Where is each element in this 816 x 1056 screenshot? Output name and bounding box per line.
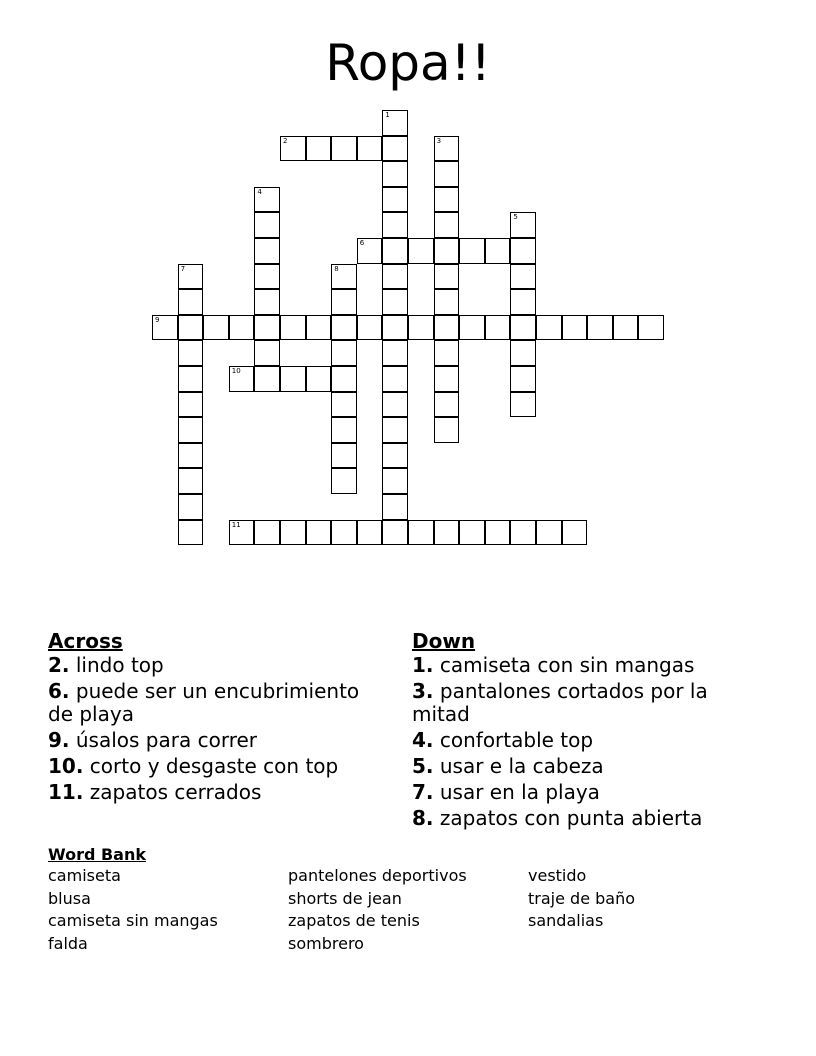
clue-number: 4.	[412, 728, 434, 752]
grid-cell[interactable]	[382, 110, 408, 136]
grid-cell[interactable]	[510, 212, 536, 238]
across-clue-9	[48, 729, 388, 752]
clue-number: 5.	[412, 754, 434, 778]
grid-cell[interactable]	[434, 392, 460, 418]
grid-cell[interactable]	[434, 264, 460, 290]
grid-cell[interactable]	[613, 315, 639, 341]
grid-cell[interactable]	[434, 366, 460, 392]
grid-cell[interactable]	[382, 161, 408, 187]
grid-cell[interactable]	[254, 289, 280, 315]
grid-cell[interactable]	[510, 520, 536, 546]
word-bank-item: sandalias	[528, 911, 604, 931]
grid-cell[interactable]	[331, 340, 357, 366]
clue-number: 8.	[412, 806, 434, 830]
grid-cell[interactable]	[562, 315, 588, 341]
clue-text: confortable top	[439, 728, 594, 752]
clue-text: usar e la cabeza	[439, 754, 604, 778]
word-bank-item: camiseta	[48, 866, 121, 885]
word-bank-item: traje de baño	[528, 888, 636, 908]
grid-cell[interactable]	[485, 315, 511, 341]
clue-text: zapatos cerrados	[89, 780, 262, 804]
grid-cell[interactable]	[203, 315, 229, 341]
clue-number: 2.	[48, 653, 70, 677]
grid-cell[interactable]	[536, 315, 562, 341]
grid-cell[interactable]	[382, 289, 408, 315]
grid-cell[interactable]	[280, 366, 306, 392]
grid-cell[interactable]	[331, 417, 357, 443]
across-clue-11	[48, 781, 388, 804]
grid-cell[interactable]	[382, 315, 408, 341]
clue-number: 6.	[48, 679, 70, 703]
cell-number: 10	[231, 367, 241, 375]
grid-cell[interactable]	[331, 443, 357, 469]
grid-cell[interactable]	[178, 494, 204, 520]
grid-cell[interactable]	[382, 264, 408, 290]
clue-number: 11.	[48, 780, 84, 804]
word-bank-item: falda	[48, 934, 88, 954]
grid-cell[interactable]	[254, 212, 280, 238]
grid-cell[interactable]	[178, 468, 204, 494]
grid-cell[interactable]	[485, 520, 511, 546]
down-clue-8	[412, 807, 752, 830]
grid-cell[interactable]	[408, 238, 434, 264]
grid-cell[interactable]	[382, 494, 408, 520]
grid-cell[interactable]	[254, 187, 280, 213]
grid-cell[interactable]	[434, 212, 460, 238]
grid-cell[interactable]	[229, 520, 255, 546]
grid-cell[interactable]	[331, 468, 357, 494]
grid-cell[interactable]	[459, 238, 485, 264]
clue-text: pantalones cortados por la mitad	[412, 679, 708, 726]
grid-cell[interactable]	[382, 340, 408, 366]
down-clues	[412, 628, 752, 833]
grid-cell[interactable]	[382, 238, 408, 264]
grid-cell[interactable]	[434, 238, 460, 264]
clue-text: úsalos para correr	[75, 728, 257, 752]
grid-cell[interactable]	[331, 136, 357, 162]
down-clue-5	[412, 755, 752, 778]
across-clues	[48, 628, 388, 807]
clue-text: camiseta con sin mangas	[439, 653, 695, 677]
grid-cell[interactable]	[178, 392, 204, 418]
grid-cell[interactable]	[587, 315, 613, 341]
clue-text: puede ser un encubrimiento de playa	[48, 679, 360, 726]
grid-cell[interactable]	[382, 443, 408, 469]
grid-cell[interactable]	[510, 366, 536, 392]
grid-cell[interactable]	[178, 289, 204, 315]
grid-cell[interactable]	[638, 315, 664, 341]
grid-cell[interactable]	[382, 136, 408, 162]
grid-cell[interactable]	[178, 315, 204, 341]
word-bank	[48, 845, 768, 956]
clue-number: 9.	[48, 728, 70, 752]
grid-cell[interactable]	[510, 340, 536, 366]
down-clue-4	[412, 729, 752, 752]
down-heading: Down	[412, 629, 476, 653]
grid-cell[interactable]	[510, 238, 536, 264]
clue-number: 1.	[412, 653, 434, 677]
grid-cell[interactable]	[254, 520, 280, 546]
across-clue-10	[48, 755, 388, 778]
grid-cell[interactable]	[306, 520, 332, 546]
grid-cell[interactable]	[562, 520, 588, 546]
grid-cell[interactable]	[331, 366, 357, 392]
grid-cell[interactable]	[510, 289, 536, 315]
grid-cell[interactable]	[254, 238, 280, 264]
grid-cell[interactable]	[510, 315, 536, 341]
cell-number: 11	[231, 520, 241, 529]
grid-cell[interactable]	[434, 315, 460, 341]
across-clue-2	[48, 654, 388, 677]
grid-cell[interactable]	[510, 264, 536, 290]
grid-cell[interactable]	[254, 366, 280, 392]
grid-cell[interactable]	[178, 366, 204, 392]
grid-cell[interactable]	[510, 392, 536, 418]
clue-number: 7.	[412, 780, 434, 804]
cell-number: 3	[436, 136, 442, 145]
grid-cell[interactable]	[306, 366, 332, 392]
cell-number: 2	[283, 136, 288, 145]
grid-cell[interactable]	[434, 187, 460, 213]
across-clue-6	[48, 680, 388, 726]
grid-cell[interactable]	[306, 315, 332, 341]
word-bank-title: Word Bank	[48, 845, 147, 864]
grid-cell[interactable]	[229, 315, 255, 341]
grid-cell[interactable]	[434, 340, 460, 366]
grid-cell[interactable]	[382, 187, 408, 213]
grid-cell[interactable]	[178, 443, 204, 469]
grid-cell[interactable]	[280, 136, 306, 162]
grid-cell[interactable]	[331, 392, 357, 418]
down-clue-7	[412, 781, 752, 804]
grid-cell[interactable]	[434, 520, 460, 546]
grid-cell[interactable]	[382, 417, 408, 443]
word-bank-item: zapatos de tenis	[288, 911, 420, 931]
clue-number: 10.	[48, 754, 84, 778]
grid-cell[interactable]	[382, 392, 408, 418]
grid-cell[interactable]	[434, 289, 460, 315]
down-clue-3	[412, 680, 752, 726]
grid-cell[interactable]	[357, 238, 383, 264]
grid-cell[interactable]	[408, 315, 434, 341]
grid-cell[interactable]	[434, 136, 460, 162]
cell-number: 5	[513, 213, 518, 222]
clue-number: 3.	[412, 679, 434, 703]
grid-cell[interactable]	[459, 315, 485, 341]
cell-number: 4	[257, 187, 262, 196]
page-title: Ropa!!	[325, 34, 491, 92]
cell-number: 9	[155, 315, 160, 324]
grid-cell[interactable]	[254, 340, 280, 366]
grid-cell[interactable]	[408, 520, 434, 546]
grid-cell[interactable]	[536, 520, 562, 546]
across-heading: Across	[48, 629, 123, 653]
grid-cell[interactable]	[485, 238, 511, 264]
grid-cell[interactable]	[382, 520, 408, 546]
clue-text: zapatos con punta abierta	[439, 806, 703, 830]
grid-cell[interactable]	[331, 264, 357, 290]
word-bank-item: pantelones deportivos	[288, 866, 467, 885]
grid-cell[interactable]	[382, 468, 408, 494]
grid-cell[interactable]	[254, 264, 280, 290]
grid-cell[interactable]	[382, 366, 408, 392]
clue-text: lindo top	[75, 653, 164, 677]
grid-cell[interactable]	[178, 264, 204, 290]
grid-cell[interactable]	[357, 520, 383, 546]
grid-cell[interactable]	[331, 315, 357, 341]
grid-cell[interactable]	[152, 315, 178, 341]
grid-cell[interactable]	[280, 520, 306, 546]
grid-cell[interactable]	[178, 417, 204, 443]
grid-cell[interactable]	[382, 212, 408, 238]
grid-cell[interactable]	[331, 289, 357, 315]
grid-cell[interactable]	[434, 161, 460, 187]
word-bank-item: sombrero	[288, 934, 364, 954]
clue-text: usar en la playa	[439, 780, 600, 804]
cell-number: 6	[359, 239, 365, 247]
down-clue-1	[412, 654, 752, 677]
cell-number: 8	[334, 264, 339, 273]
grid-cell[interactable]	[459, 520, 485, 546]
word-bank-item: vestido	[528, 866, 587, 885]
grid-cell[interactable]	[178, 340, 204, 366]
word-bank-item: shorts de jean	[288, 888, 402, 908]
grid-cell[interactable]	[254, 315, 280, 341]
grid-cell[interactable]	[357, 136, 383, 162]
cell-number: 7	[180, 264, 186, 273]
grid-cell[interactable]	[331, 520, 357, 546]
grid-cell[interactable]	[306, 136, 332, 162]
word-bank-item: camiseta sin mangas	[48, 911, 218, 931]
cell-number: 1	[385, 111, 390, 119]
grid-cell[interactable]	[357, 315, 383, 341]
grid-cell[interactable]	[178, 520, 204, 546]
grid-cell[interactable]	[280, 315, 306, 341]
grid-cell[interactable]	[434, 417, 460, 443]
word-bank-item: blusa	[48, 888, 91, 908]
grid-cell[interactable]	[229, 366, 255, 392]
clue-text: corto y desgaste con top	[89, 754, 339, 778]
